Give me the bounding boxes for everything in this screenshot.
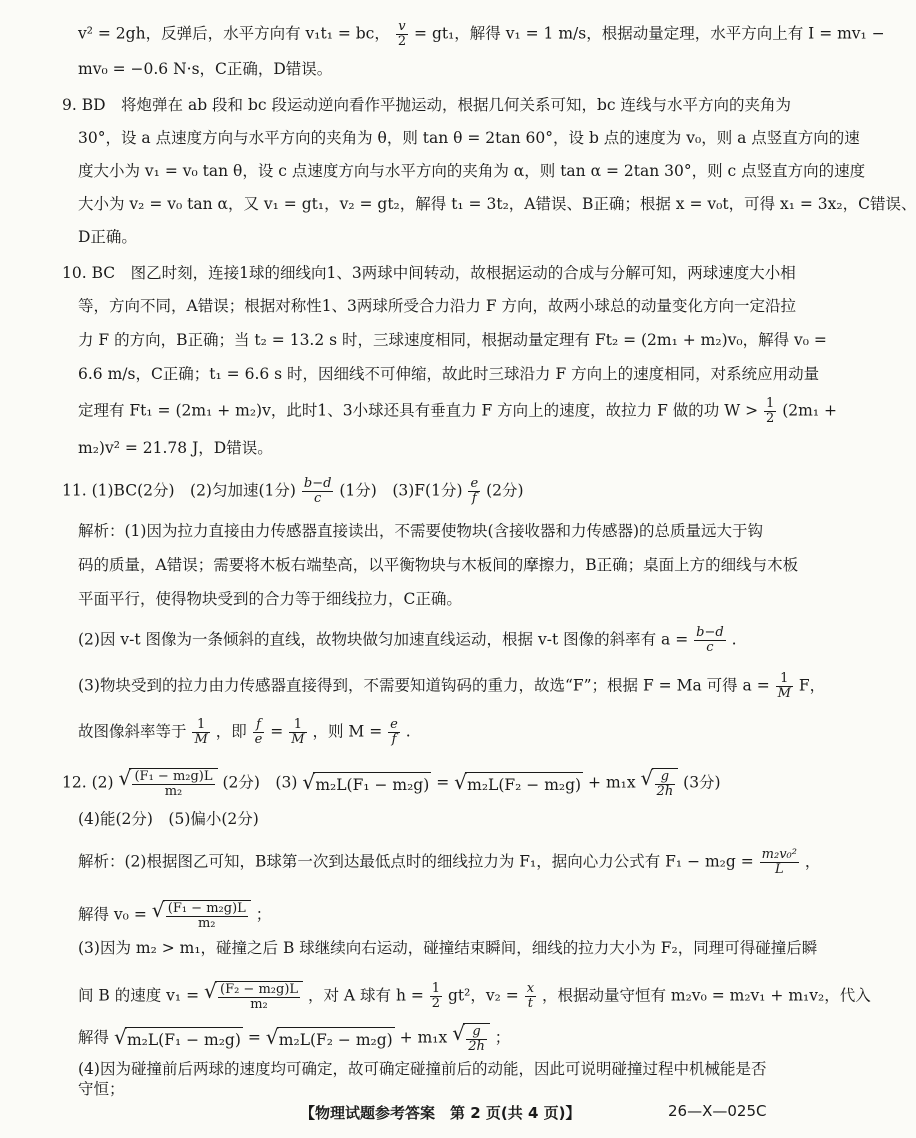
sqrt: √ m₂L(F₁ − m₂g) bbox=[302, 772, 431, 796]
q9-line-1: 9. BD 将炮弹在 ab 段和 bc 段运动逆向看作平抛运动，根据几何关系可知，bc 连线与水平方向的夹角为 bbox=[62, 96, 792, 114]
q12-explain-5: 解得 √ m₂L(F₁ − m₂g) = √ m₂L(F₂ − m₂g) + m₁x √ $\frac{g}{2h}$ ； bbox=[78, 1023, 510, 1054]
sqrt: √ $\frac{g}{2h}$ bbox=[641, 768, 679, 799]
fraction: $\frac{b-d}{c}$ bbox=[303, 476, 332, 506]
q9-line-2: 30°，设 a 点速度方向与水平方向的夹角为 θ，则 tan θ = 2tan 60°，设 b 点的速度为 v₀，则 a 点竖直方向的速 bbox=[78, 129, 860, 147]
fraction: $\frac{b-d}{c}$ bbox=[696, 625, 724, 655]
q9-line-4: 大小为 v₂ = v₀ tan α，又 v₁ = gt₁，v₂ = gt₂，解得 t₁ = 3t₂，A错误、B正确；根据 x = v₀t，可得 x₁ = 3x₂，C错误、 bbox=[78, 195, 916, 213]
q11-explain-4: (2)因 v-t 图像为一条倾斜的直线，故物块做匀加速直线运动，根据 v-t 图像的斜率有 a = $\frac{b-d}{c}$ . bbox=[78, 625, 737, 655]
fraction: $\frac{1}{M}$ bbox=[291, 717, 305, 747]
q9-line-5: D正确。 bbox=[78, 228, 137, 246]
q10-line-2: 等，方向不同，A错误；根据对称性1、3两球所受合力沿力 F 方向，故两小球总的动量变化方向一定沿拉 bbox=[78, 297, 797, 315]
sqrt: √ $\frac{\text{(F₁ − m₂g)L}}{\text{m₂}}$ bbox=[152, 900, 251, 931]
q12-explain-6: (4)因为碰撞前后两球的速度均可确定，故可确定碰撞前后的动能，因此可说明碰撞过程中机械能是否 bbox=[78, 1060, 767, 1078]
q12-explain-2: 解得 v₀ = √ $\frac{\text{(F₁ − m₂g)L}}{\text{m₂}}$ ； bbox=[78, 900, 271, 931]
q12-explain-1: 解析：(2)根据图乙可知，B球第一次到达最低点时的细线拉力为 F₁，据向心力公式有 F₁ − m₂g = $\frac{\text{m₂v₀²}}{L}$ ， bbox=[78, 847, 821, 877]
sqrt: √ m₂L(F₁ − m₂g) bbox=[114, 1027, 243, 1051]
q10-line-3: 力 F 的方向，B正确；当 t₂ = 13.2 s 时，三球速度相同，根据动量定理有 Ft₂ = (2m₁ + m₂)v₀，解得 v₀ = bbox=[78, 331, 827, 349]
sqrt: √ $\frac{\text{(F₂ − m₂g)L}}{\text{m₂}}$ bbox=[204, 981, 303, 1012]
q12-answers: 12. (2) √ $\frac{\text{(F₁ − m₂g)L}}{\text{m₂}}$ (2分) (3) √ m₂L(F₁ − m₂g) = √ m₂L(F₂ − m₂g) + m₁x √ $\frac{g}{2h}$ (3分) bbox=[62, 768, 721, 799]
fraction: $\frac{e}{f}$ bbox=[390, 717, 398, 747]
q10-line-1: 10. BC 图乙时刻，连接1球的细线向1、3两球中间转动，故根据运动的合成与分解可知，两球速度大小相 bbox=[62, 264, 796, 282]
q11-explain-6: 故图像斜率等于 $\frac{1}{M}$ ，即 $\frac{f}{e}$ = $\frac{1}{M}$ ，则 M = $\frac{e}{f}$ . bbox=[78, 717, 411, 747]
fraction: $\frac{1}{2}$ bbox=[766, 396, 775, 426]
sqrt: √ m₂L(F₂ − m₂g) bbox=[454, 772, 583, 796]
q12-explain-4: 间 B 的速度 v₁ = √ $\frac{\text{(F₂ − m₂g)L}}{\text{m₂}}$ ，对 A 球有 h = $\frac{1}{2}$ gt²，v₂ = $\frac{x}{t}$ ，根据动量守恒有 m₂v₀ = m₂v₁ + m₁v₂，代入 bbox=[78, 981, 871, 1012]
fraction: $\frac{1}{M}$ bbox=[194, 717, 208, 747]
fraction: $\frac{1}{M}$ bbox=[777, 671, 791, 701]
q11-explain-5: (3)物块受到的拉力由力传感器直接得到，不需要知道钩码的重力，故选“F”；根据 F = Ma 可得 a = $\frac{1}{M}$ F， bbox=[78, 671, 826, 701]
footer-code: 26—X—025C bbox=[668, 1102, 767, 1120]
footer-title: 【物理试题参考答案 第 2 页(共 4 页)】 bbox=[300, 1104, 581, 1122]
fraction: $\frac{f}{e}$ bbox=[254, 717, 263, 747]
q11-explain-1: 解析：(1)因为拉力直接由力传感器直接读出，不需要使物块(含接收器和力传感器)的总质量远大于钩 bbox=[78, 522, 764, 540]
q10-line-5: 定理有 Ft₁ = (2m₁ + m₂)v，此时1、3小球还具有垂直力 F 方向上的速度，故拉力 F 做的功 W > $\frac{1}{2}$ (2m₁ + bbox=[78, 396, 837, 426]
page-footer bbox=[0, 1098, 800, 1128]
fraction: $\frac{x}{t}$ bbox=[526, 981, 535, 1011]
q8-line-2: mv₀ = −0.6 N·s，C正确，D错误。 bbox=[78, 60, 333, 78]
q11-explain-2: 码的质量，A错误；需要将木板右端垫高，以平衡物块与木板间的摩擦力，B正确；桌面上方的细线与木板 bbox=[78, 556, 799, 574]
sqrt: √ $\frac{\text{(F₁ − m₂g)L}}{\text{m₂}}$ bbox=[118, 768, 217, 799]
q12-explain-7: 守恒； bbox=[78, 1080, 125, 1098]
sqrt: √ $\frac{g}{2h}$ bbox=[452, 1023, 490, 1054]
q11-answers: 11. (1)BC(2分) (2)匀加速(1分) $\frac{b-d}{c}$ (1分) (3)F(1分) $\frac{e}{f}$ (2分) bbox=[62, 476, 524, 506]
fraction: $\frac{v}{2}$ bbox=[397, 19, 407, 49]
fraction: $\frac{1}{2}$ bbox=[431, 981, 441, 1011]
q10-line-4: 6.6 m/s，C正确；t₁ = 6.6 s 时，因细线不可伸缩，故此时三球沿力 F 方向上的速度相同，对系统应用动量 bbox=[78, 365, 820, 383]
q10-line-6: m₂)v² = 21.78 J，D错误。 bbox=[78, 439, 273, 457]
q11-explain-3: 平面平行，使得物块受到的合力等于细线拉力，C正确。 bbox=[78, 590, 462, 608]
fraction: $\frac{\text{m₂v₀²}}{L}$ bbox=[761, 847, 797, 877]
q8-line-1: v² = 2gh，反弹后，水平方向有 v₁t₁ = bc， $\frac{v}{2}$ = gt₁，解得 v₁ = 1 m/s，根据动量定理，水平方向上有 I = mv₁ − bbox=[78, 19, 885, 49]
fraction: $\frac{e}{f}$ bbox=[470, 476, 479, 506]
sqrt: √ m₂L(F₂ − m₂g) bbox=[266, 1027, 395, 1051]
q12-answers-2: (4)能(2分) (5)偏小(2分) bbox=[78, 810, 259, 828]
q9-line-3: 度大小为 v₁ = v₀ tan θ，设 c 点速度方向与水平方向的夹角为 α，则 tan α = 2tan 30°，则 c 点竖直方向的速度 bbox=[78, 162, 866, 180]
q12-explain-3: (3)因为 m₂ > m₁，碰撞之后 B 球继续向右运动，碰撞结束瞬间，细线的拉力大小为 F₂，同理可得碰撞后瞬 bbox=[78, 939, 818, 957]
